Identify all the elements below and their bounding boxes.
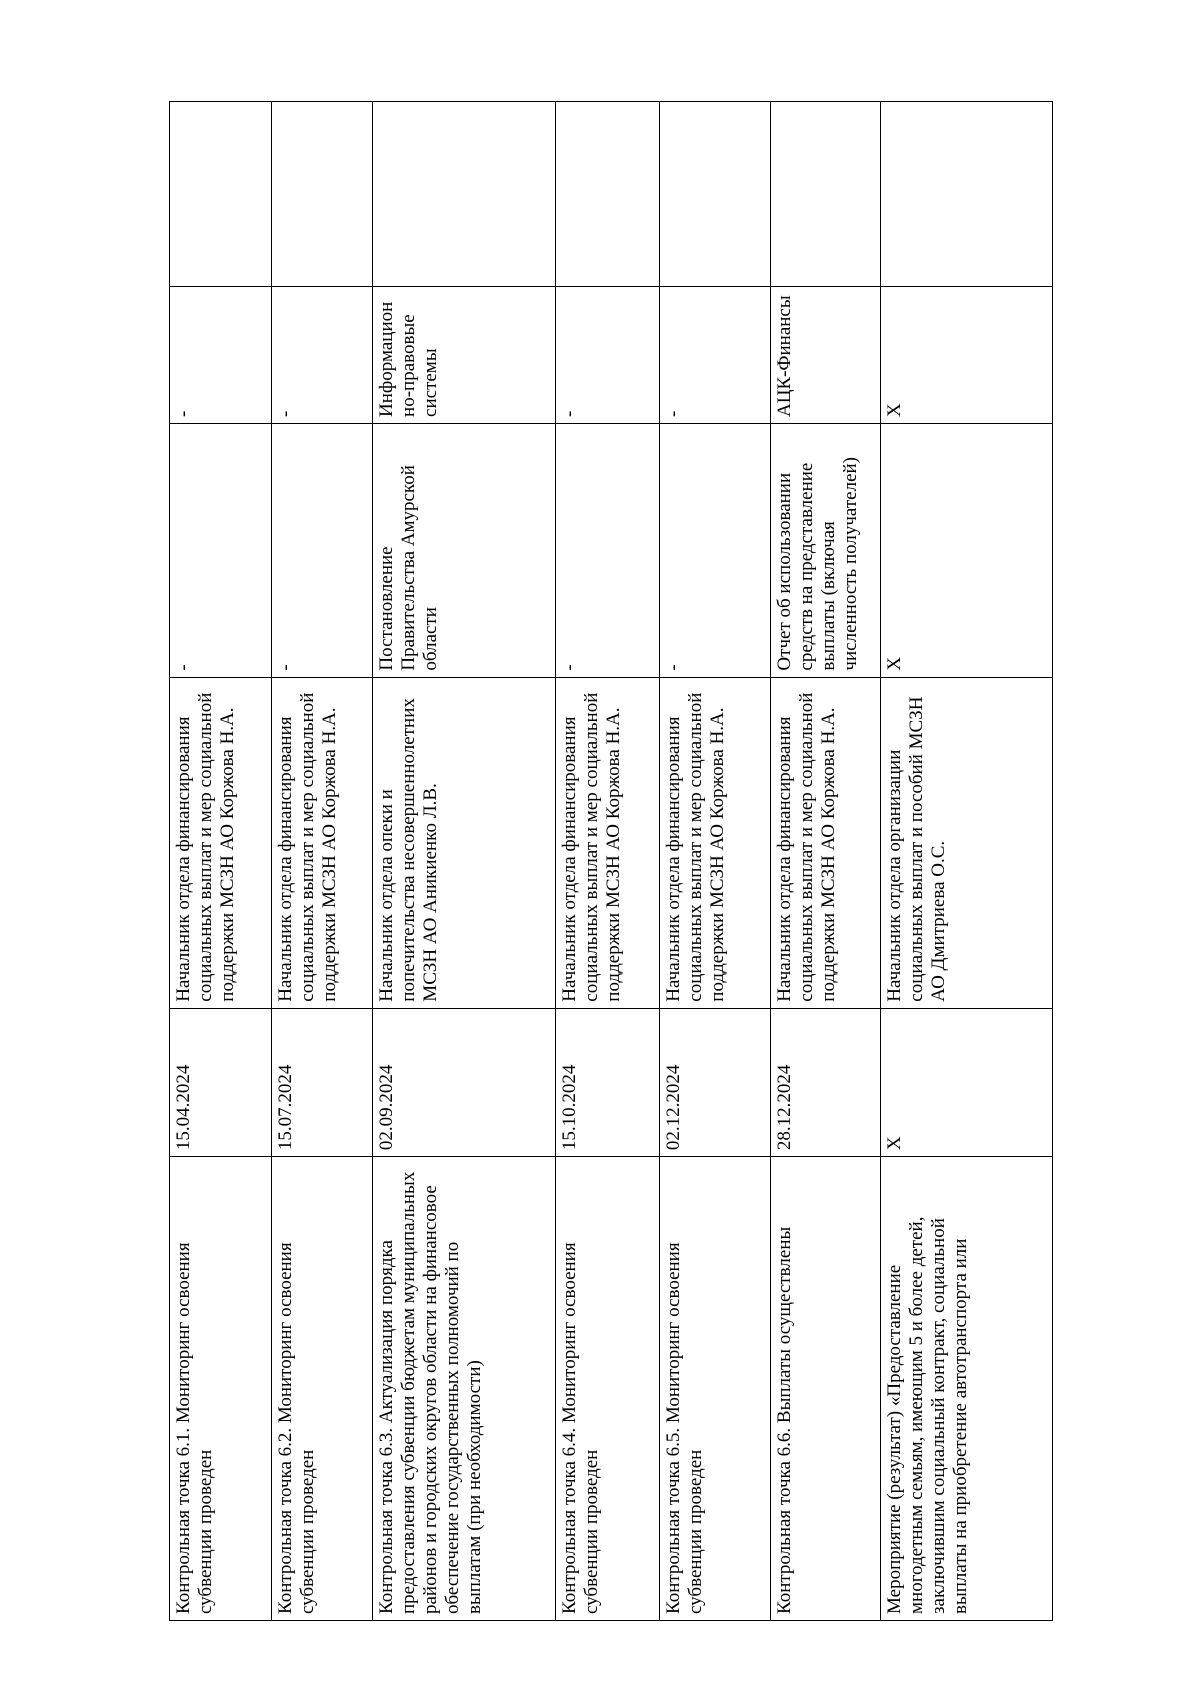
row-system-cell — [881, 102, 1053, 287]
row-date-cell: 15.07.2024 — [272, 1008, 373, 1156]
row-view-cell: - — [272, 287, 373, 424]
row-date-cell: 15.04.2024 — [170, 1008, 272, 1156]
control-points-table — [169, 101, 1053, 1621]
row-date-cell: 02.12.2024 — [660, 1008, 771, 1156]
row-responsible-cell: Начальник отдела финансирования социальных выплат и мер социальной поддержки МСЗН АО Коржова Н.А. — [170, 677, 272, 1008]
row-system-cell — [170, 102, 272, 287]
row-view-cell: Информационно-правовые системы — [373, 287, 556, 424]
row-document-cell: Отчет об использовании средств на представление выплаты (включая численность получателей) — [771, 423, 881, 677]
row-name-cell: Мероприятие (результат) «Предоставление многодетным семьям, имеющим 5 и более детей, заключившим социальный контракт, социальной выплаты на приобретение автотранспорта или — [881, 1157, 1053, 1621]
row-responsible-cell: Начальник отдела опеки и попечительства несовершеннолетних МСЗН АО Аникиенко Л.В. — [373, 677, 556, 1008]
table-row — [373, 102, 556, 1621]
row-system-cell — [272, 102, 373, 287]
row-document-cell: - — [556, 423, 660, 677]
table-row — [771, 102, 881, 1621]
table-row — [170, 102, 272, 1621]
row-document-cell: - — [272, 423, 373, 677]
table-row — [881, 102, 1053, 1621]
row-date-cell: 15.10.2024 — [556, 1008, 660, 1156]
table-row — [660, 102, 771, 1621]
row-system-cell — [556, 102, 660, 287]
row-date-cell: 28.12.2024 — [771, 1008, 881, 1156]
rotated-table-container — [169, 101, 1052, 1621]
row-system-cell — [373, 102, 556, 287]
row-view-cell: - — [556, 287, 660, 424]
row-date-cell: 02.09.2024 — [373, 1008, 556, 1156]
row-responsible-cell: Начальник отдела финансирования социальных выплат и мер социальной поддержки МСЗН АО Коржова Н.А. — [660, 677, 771, 1008]
row-view-cell: - — [660, 287, 771, 424]
row-view-cell: - — [170, 287, 272, 424]
row-responsible-cell: Начальник отдела финансирования социальных выплат и мер социальной поддержки МСЗН АО Коржова Н.А. — [556, 677, 660, 1008]
row-system-cell — [771, 102, 881, 287]
table-row — [272, 102, 373, 1621]
table-row — [556, 102, 660, 1621]
row-date-cell: X — [881, 1008, 1053, 1156]
row-name-cell: Контрольная точка 6.4. Мониторинг освоения субвенции проведен — [556, 1157, 660, 1621]
row-document-cell: Постановление Правительства Амурской области — [373, 423, 556, 677]
row-name-cell: Контрольная точка 6.2. Мониторинг освоения субвенции проведен — [272, 1157, 373, 1621]
row-responsible-cell: Начальник отдела финансирования социальных выплат и мер социальной поддержки МСЗН АО Коржова Н.А. — [771, 677, 881, 1008]
row-document-cell: X — [881, 423, 1053, 677]
row-system-cell — [660, 102, 771, 287]
row-view-cell: АЦК-Финансы — [771, 287, 881, 424]
row-name-cell: Контрольная точка 6.1. Мониторинг освоения субвенции проведен — [170, 1157, 272, 1621]
row-name-cell: Контрольная точка 6.5. Мониторинг освоения субвенции проведен — [660, 1157, 771, 1621]
row-document-cell: - — [170, 423, 272, 677]
row-responsible-cell: Начальник отдела организации социальных выплат и пособий МСЗН АО Дмитриева О.С. — [881, 677, 1053, 1008]
row-responsible-cell: Начальник отдела финансирования социальных выплат и мер социальной поддержки МСЗН АО Коржова Н.А. — [272, 677, 373, 1008]
row-view-cell: X — [881, 287, 1053, 424]
row-name-cell: Контрольная точка 6.6. Выплаты осуществлены — [771, 1157, 881, 1621]
row-document-cell: - — [660, 423, 771, 677]
row-name-cell: Контрольная точка 6.3. Актуализация порядка предоставления субвенции бюджетам муниципальных районов и городских округов области на финансовое обеспечение государственных полномочий по выплатам (при необходимости) — [373, 1157, 556, 1621]
